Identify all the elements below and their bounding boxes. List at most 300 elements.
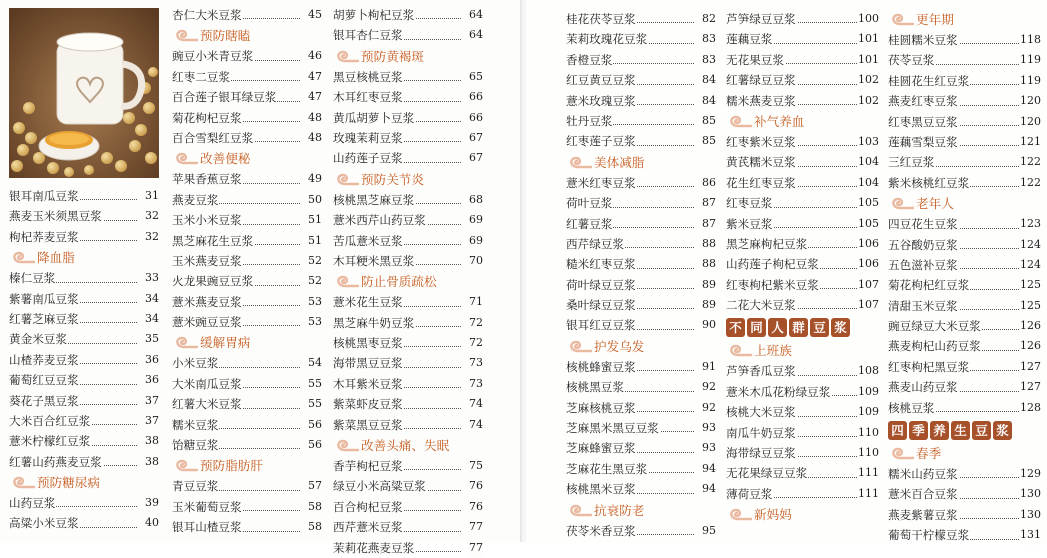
entry-title: 银耳山楂豆浆: [172, 520, 242, 535]
toc-entry: [566, 398, 716, 418]
entry-title: 山药莲子枸杞豆浆: [726, 257, 819, 272]
section-heading: [566, 152, 716, 173]
entry-title: 核桃黑米豆浆: [566, 482, 636, 497]
page-number: 89: [701, 275, 716, 295]
page-number: 34: [144, 309, 159, 329]
toc-entry: [566, 234, 716, 254]
toc-entry: [566, 131, 716, 151]
page-number: 73: [468, 353, 483, 373]
entry-title: 葡萄干柠檬豆浆: [888, 528, 970, 543]
section-heading: [566, 500, 716, 521]
toc-entry: [333, 456, 483, 476]
entry-title: 绿豆小米高粱豆浆: [333, 479, 426, 494]
toc-entry: [888, 91, 1041, 111]
swirl-icon: [174, 152, 198, 165]
toc-entry: [566, 459, 716, 479]
page-number: 94: [701, 459, 716, 479]
entry-title: 红枣紫米豆浆: [726, 134, 796, 149]
toc-entry: [726, 91, 879, 111]
page-number: 93: [701, 418, 716, 438]
page-number: 119: [1019, 71, 1041, 91]
toc-entry: [333, 292, 483, 312]
entry-title: 核桃大米豆浆: [726, 405, 796, 420]
page-number: 118: [1019, 30, 1041, 50]
toc-entry: [888, 112, 1041, 132]
category-banner: 不 同 人 群 豆 浆: [726, 316, 879, 339]
entry-title: 葵花子黑豆浆: [9, 393, 79, 408]
page-number: 68: [468, 190, 483, 210]
toc-entry: [888, 50, 1041, 70]
toc-entry: [9, 206, 159, 226]
page-number: 46: [307, 46, 322, 66]
page-number: 109: [857, 402, 879, 422]
toc-entry: [726, 132, 879, 152]
toc-entry: [566, 438, 716, 458]
page-number: 36: [144, 370, 159, 390]
entry-title: 荷叶豆浆: [566, 196, 613, 211]
entry-title: 四豆花生豆浆: [888, 217, 958, 232]
swirl-icon: [568, 156, 592, 169]
entry-title: 苦瓜薏米豆浆: [333, 233, 403, 248]
section-heading-text: 改善便秘: [200, 151, 251, 167]
entry-title: 紫菜虾皮豆浆: [333, 397, 403, 412]
page-number: 84: [701, 70, 716, 90]
toc-entry: [9, 350, 159, 370]
entry-title: 饴糖豆浆: [172, 438, 219, 453]
page-number: 105: [857, 193, 879, 213]
entry-title: 南瓜牛奶豆浆: [726, 425, 796, 440]
toc-column-2: [172, 5, 322, 538]
toc-entry: [172, 374, 322, 394]
entry-title: 核桃豆浆: [888, 400, 935, 415]
entry-title: 糯米山药豆浆: [888, 467, 958, 482]
entry-title: 木耳粳米黑豆浆: [333, 253, 415, 268]
toc-entry: [726, 382, 879, 402]
toc-entry: [333, 476, 483, 496]
page-number: 83: [701, 29, 716, 49]
toc-entry: [726, 173, 879, 193]
section-heading: [888, 9, 1041, 30]
toc-entry: [726, 484, 879, 504]
toc-entry: [888, 398, 1041, 418]
toc-entry: [172, 231, 322, 251]
swirl-icon: [335, 275, 359, 288]
toc-entry: [726, 402, 879, 422]
entry-title: 海带黑豆豆浆: [333, 356, 403, 371]
entry-title: 葡萄红豆豆浆: [9, 373, 79, 388]
section-heading: [172, 332, 322, 353]
page-number: 52: [307, 251, 322, 271]
entry-title: 红枣二豆浆: [172, 69, 230, 84]
page-number: 67: [468, 148, 483, 168]
toc-entry: [888, 484, 1041, 504]
entry-title: 荷叶绿豆豆浆: [566, 277, 636, 292]
entry-title: 西芹薏米豆浆: [333, 520, 403, 535]
page-number: 85: [701, 111, 716, 131]
entry-title: 红枣莲子豆浆: [566, 134, 636, 149]
toc-entry: [333, 517, 483, 537]
entry-title: 红薯大米豆浆: [172, 397, 242, 412]
page-number: 126: [1019, 336, 1041, 356]
entry-title: 银耳杏仁豆浆: [333, 28, 403, 43]
page-number: 110: [857, 443, 879, 463]
page-number: 38: [144, 431, 159, 451]
page-number: 54: [307, 353, 322, 373]
section-heading-text: 更年期: [916, 12, 954, 27]
toc-entry: [9, 370, 159, 390]
swirl-icon: [728, 115, 752, 128]
page-number: 40: [144, 513, 159, 533]
page-number: 77: [468, 538, 483, 558]
page-number: 66: [468, 87, 483, 107]
entry-title: 燕麦山药豆浆: [888, 380, 958, 395]
section-heading-text: 春季: [916, 446, 942, 462]
page-number: 127: [1019, 357, 1041, 377]
toc-entry: [9, 186, 159, 206]
toc-entry: [726, 295, 879, 315]
page-number: 125: [1019, 296, 1041, 316]
swirl-icon: [11, 476, 35, 489]
page-number: 104: [857, 173, 879, 193]
entry-title: 茯苓米香豆浆: [566, 523, 636, 538]
page-number: 72: [468, 333, 483, 353]
section-heading-text: 预防关节炎: [361, 171, 424, 187]
toc-entry: [566, 111, 716, 131]
entry-title: 紫米核桃红豆浆: [888, 175, 970, 190]
entry-title: 核桃黑豆浆: [566, 380, 624, 395]
section-heading: [172, 455, 322, 476]
toc-entry: [566, 315, 716, 335]
entry-title: 桂圆糯米豆浆: [888, 33, 958, 47]
swirl-icon: [335, 173, 359, 186]
toc-entry: [888, 255, 1041, 275]
page-number: 51: [307, 210, 322, 230]
page-number: 106: [857, 254, 879, 274]
section-heading: [333, 435, 483, 456]
toc-entry: [888, 377, 1041, 397]
entry-title: 杏仁大米豆浆: [172, 8, 242, 22]
page-number: 53: [307, 312, 322, 332]
entry-title: 薏米玫瑰豆浆: [566, 93, 636, 108]
section-heading: [566, 336, 716, 357]
entry-title: 百合莲子银耳绿豆浆: [172, 90, 277, 105]
swirl-icon: [11, 251, 35, 264]
page-number: 36: [144, 350, 159, 370]
section-heading: [888, 443, 1041, 464]
toc-entry: [726, 463, 879, 483]
entry-title: 无花果绿豆豆浆: [726, 466, 808, 481]
toc-entry: [9, 227, 159, 247]
swirl-icon: [568, 504, 592, 517]
entry-title: 玉米葡萄豆浆: [172, 499, 242, 514]
toc-entry: [333, 231, 483, 251]
entry-title: 银耳红豆豆浆: [566, 318, 636, 333]
page-number: 73: [468, 374, 483, 394]
page-number: 64: [468, 25, 483, 45]
toc-entry: [172, 46, 322, 66]
entry-title: 枸杞荞麦豆浆: [9, 229, 79, 244]
section-heading-text: 美体减脂: [594, 154, 645, 170]
page-number: 130: [1019, 484, 1041, 504]
toc-entry: [333, 87, 483, 107]
entry-title: 莲藕豆浆: [726, 32, 773, 47]
toc-entry: [888, 316, 1041, 336]
entry-title: 黑豆核桃豆浆: [333, 69, 403, 84]
toc-entry: [333, 497, 483, 517]
page-number: 64: [468, 5, 483, 25]
page-number: 126: [1019, 316, 1041, 336]
toc-column-1: [9, 186, 159, 534]
page-number: 94: [701, 479, 716, 499]
entry-title: 核桃黑枣豆浆: [333, 336, 403, 351]
page-number: 39: [144, 493, 159, 513]
page-number: 69: [468, 231, 483, 251]
section-heading-text: 补气养血: [754, 113, 805, 129]
toc-entry: [726, 152, 879, 172]
toc-entry: [726, 214, 879, 234]
page-number: 107: [857, 295, 879, 315]
entry-title: 红薯芝麻豆浆: [9, 311, 79, 326]
page-number: 95: [701, 521, 716, 541]
entry-title: 山药豆浆: [9, 496, 56, 511]
swirl-icon: [335, 50, 359, 63]
toc-entry: [333, 394, 483, 414]
entry-title: 薏米豌豆豆浆: [172, 315, 242, 330]
entry-title: 银耳南瓜豆浆: [9, 189, 79, 203]
toc-entry: [726, 443, 879, 463]
entry-title: 薄荷豆浆: [726, 486, 773, 501]
entry-title: 山药莲子豆浆: [333, 151, 403, 166]
page-number: 33: [144, 268, 159, 288]
page-number: 111: [857, 463, 879, 483]
toc-entry: [9, 513, 159, 533]
toc-entry: [172, 190, 322, 210]
entry-title: 百合枸杞豆浆: [333, 499, 403, 514]
page-number: 130: [1019, 505, 1041, 525]
toc-entry: [888, 464, 1041, 484]
entry-title: 黄芪糯米豆浆: [726, 155, 796, 170]
entry-title: 茯苓豆浆: [888, 53, 935, 68]
entry-title: 大米百合红豆浆: [9, 413, 91, 428]
page-number: 101: [857, 29, 879, 49]
entry-title: 牡丹豆浆: [566, 113, 613, 128]
toc-column-6: [888, 9, 1041, 546]
page-number: 50: [307, 190, 322, 210]
toc-entry: [566, 193, 716, 213]
toc-entry: [172, 312, 322, 332]
toc-entry: [9, 329, 159, 349]
page-number: 47: [307, 87, 322, 107]
page-number: 89: [701, 295, 716, 315]
toc-entry: [726, 9, 879, 29]
toc-entry: [172, 5, 322, 25]
toc-entry: [172, 292, 322, 312]
entry-title: 青豆豆浆: [172, 479, 219, 494]
toc-entry: [888, 132, 1041, 152]
toc-entry: [333, 190, 483, 210]
entry-title: 红枣黑豆豆浆: [888, 114, 958, 129]
entry-title: 薏米柠檬红豆浆: [9, 434, 91, 449]
toc-entry: [172, 497, 322, 517]
page-number: 57: [307, 476, 322, 496]
toc-entry: [888, 173, 1041, 193]
page-number: 47: [307, 67, 322, 87]
entry-title: 红枣枸杞紫米豆浆: [726, 277, 819, 292]
toc-entry: [333, 415, 483, 435]
section-heading: [333, 46, 483, 67]
section-heading-text: 老年人: [916, 196, 954, 212]
entry-title: 薏米红枣豆浆: [566, 175, 636, 190]
swirl-icon: [335, 439, 359, 452]
entry-title: 芦笋香瓜豆浆: [726, 364, 796, 379]
toc-entry: [172, 517, 322, 537]
section-heading-text: 防止骨质疏松: [361, 274, 437, 290]
page-number: 87: [701, 214, 716, 234]
page-number: 31: [144, 186, 159, 206]
entry-title: 芝麻核桃豆浆: [566, 400, 636, 415]
entry-title: 山楂荞麦豆浆: [9, 352, 79, 367]
section-heading: [888, 193, 1041, 214]
section-heading-text: 改善头痛、失眠: [361, 438, 450, 454]
entry-title: 桑叶绿豆豆浆: [566, 298, 636, 313]
toc-entry: [172, 251, 322, 271]
swirl-icon: [174, 459, 198, 472]
page-number: 53: [307, 292, 322, 312]
toc-entry: [333, 25, 483, 45]
page-number: 48: [307, 128, 322, 148]
entry-title: 薏米燕麦豆浆: [172, 294, 242, 309]
page-number: 52: [307, 271, 322, 291]
toc-entry: [726, 193, 879, 213]
entry-title: 大米南瓜豆浆: [172, 376, 242, 391]
entry-title: 香芋枸杞豆浆: [333, 459, 403, 474]
page-number: 76: [468, 476, 483, 496]
toc-entry: [333, 210, 483, 230]
page-number: 74: [468, 415, 483, 435]
entry-title: 三红豆浆: [888, 155, 935, 170]
page-number: 107: [857, 275, 879, 295]
entry-title: 燕麦红枣豆浆: [888, 94, 958, 109]
entry-title: 桂圆花生红豆浆: [888, 73, 970, 88]
section-heading: [726, 340, 879, 361]
page-number: 100: [857, 9, 879, 29]
page-number: 104: [857, 152, 879, 172]
page-number: 65: [468, 67, 483, 87]
page-number: 35: [144, 329, 159, 349]
toc-entry: [566, 357, 716, 377]
toc-entry: [172, 210, 322, 230]
page-number: 69: [468, 210, 483, 230]
entry-title: 玫瑰茉莉豆浆: [333, 130, 403, 145]
page-number: 34: [144, 289, 159, 309]
page-number: 102: [857, 91, 879, 111]
entry-title: 燕麦玉米须黑豆浆: [9, 209, 102, 224]
page-number: 51: [307, 231, 322, 251]
page-number: 71: [468, 292, 483, 312]
entry-title: 小米豆浆: [172, 356, 219, 371]
entry-title: 红豆黄豆豆浆: [566, 73, 636, 88]
entry-title: 核桃黑芝麻豆浆: [333, 192, 415, 207]
page-number: 108: [857, 361, 879, 381]
swirl-icon: [890, 13, 914, 26]
page-number: 106: [857, 234, 879, 254]
toc-entry: [9, 493, 159, 513]
section-heading-text: 缓解胃病: [200, 335, 251, 351]
toc-entry: [9, 452, 159, 472]
page-number: 87: [701, 193, 716, 213]
page-number: 93: [701, 438, 716, 458]
page-number: 124: [1019, 235, 1041, 255]
entry-title: 芦笋绿豆豆浆: [726, 12, 796, 26]
toc-entry: [172, 415, 322, 435]
page-number: 84: [701, 91, 716, 111]
toc-entry: [333, 5, 483, 25]
entry-title: 黑芝麻牛奶豆浆: [333, 315, 415, 330]
section-heading: [9, 247, 159, 268]
entry-title: 薏米西芹山药豆浆: [333, 213, 426, 228]
page-number: 37: [144, 411, 159, 431]
entry-title: 黄瓜胡萝卜豆浆: [333, 110, 415, 125]
toc-entry: [726, 234, 879, 254]
entry-title: 茉莉花燕麦豆浆: [333, 540, 415, 555]
toc-entry: [172, 353, 322, 373]
toc-entry: [172, 87, 322, 107]
entry-title: 薏米花生豆浆: [333, 295, 403, 310]
page-number: 109: [857, 382, 879, 402]
entry-title: 茉莉玫瑰花豆浆: [566, 32, 648, 47]
page-number: 76: [468, 497, 483, 517]
page-number: 92: [701, 398, 716, 418]
toc-entry: [888, 152, 1041, 172]
page-number: 45: [307, 5, 322, 25]
page-number: 82: [701, 9, 716, 29]
entry-title: 红枣枸杞黑豆浆: [888, 359, 970, 374]
entry-title: 豌豆绿豆大米豆浆: [888, 319, 981, 334]
section-heading-text: 抗衰防老: [594, 502, 645, 518]
toc-entry: [566, 9, 716, 29]
entry-title: 黄金米豆浆: [9, 332, 67, 347]
entry-title: 燕麦豆浆: [172, 192, 219, 207]
entry-title: 玉米燕麦豆浆: [172, 253, 242, 268]
toc-column-4: [566, 9, 716, 541]
toc-entry: [888, 71, 1041, 91]
toc-entry: [172, 271, 322, 291]
page-number: 55: [307, 394, 322, 414]
toc-entry: [172, 169, 322, 189]
section-heading-text: 降血脂: [37, 250, 75, 266]
left-page: [0, 0, 522, 555]
entry-title: 高粱小米豆浆: [9, 516, 79, 531]
toc-entry: [566, 377, 716, 397]
entry-title: 燕麦枸杞山药豆浆: [888, 339, 981, 354]
toc-entry: [9, 411, 159, 431]
toc-entry: [566, 275, 716, 295]
section-heading: [726, 504, 879, 525]
swirl-icon: [568, 340, 592, 353]
swirl-icon: [174, 336, 198, 349]
entry-title: 红薯绿豆豆浆: [726, 73, 796, 88]
page-number: 91: [701, 357, 716, 377]
section-heading-text: 预防瞎瞌: [200, 28, 251, 44]
page-number: 121: [1019, 132, 1041, 152]
entry-title: 莲藕雪梨豆浆: [888, 134, 958, 149]
entry-title: 香橙豆浆: [566, 52, 613, 67]
page-number: 83: [701, 50, 716, 70]
toc-entry: [888, 336, 1041, 356]
page-number: 103: [857, 132, 879, 152]
toc-entry: [172, 394, 322, 414]
section-heading: [9, 472, 159, 493]
